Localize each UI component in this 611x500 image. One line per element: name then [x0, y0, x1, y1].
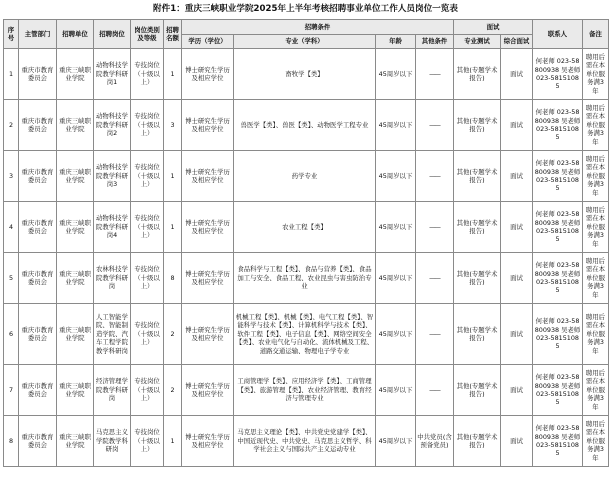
header-method: 面试: [454, 20, 533, 35]
cell-interview: 面试: [501, 151, 533, 202]
page-title: 附件1：重庆三峡职业学院2025年上半年考核招聘事业单位工作人员岗位一览表: [153, 4, 458, 14]
cell-count: 1: [164, 416, 182, 467]
cell-seq: 7: [4, 365, 19, 416]
cell-prof: 其他(专题学术报告): [454, 49, 501, 100]
cell-category: 专技岗位（十级以上）: [131, 365, 164, 416]
cell-edu: 博士研究生学历及相应学位: [182, 304, 234, 365]
header-interview: 综合面试: [501, 35, 533, 49]
cell-position: 人工智能学院、智能制造学院、汽车工程学院教学科研岗: [94, 304, 131, 365]
cell-other: ——: [416, 202, 454, 253]
cell-category: 专技岗位（十级以上）: [131, 49, 164, 100]
cell-count: 3: [164, 100, 182, 151]
cell-category: 专技岗位（十级以上）: [131, 253, 164, 304]
cell-other: ——: [416, 304, 454, 365]
table-row: [4, 304, 609, 365]
header-prof-test: 专业测试: [454, 35, 501, 49]
cell-unit: 重庆三峡职业学院: [57, 416, 94, 467]
cell-prof: 其他(专题学术报告): [454, 151, 501, 202]
cell-age: 45周岁以下: [376, 49, 416, 100]
cell-interview: 面试: [501, 304, 533, 365]
cell-interview: 面试: [501, 416, 533, 467]
cell-unit: 重庆三峡职业学院: [57, 151, 94, 202]
cell-interview: 面试: [501, 49, 533, 100]
cell-major: 工商管理学【类】、应用经济学【类】、工商管理【类】、旅游管理【类】、农业经济管理、教育经济与管理专业: [234, 365, 376, 416]
header-seq: 序号: [4, 20, 19, 49]
cell-seq: 8: [4, 416, 19, 467]
cell-other: ——: [416, 365, 454, 416]
cell-age: 45周岁以下: [376, 304, 416, 365]
cell-seq: 4: [4, 202, 19, 253]
header-position: 招聘岗位: [94, 20, 131, 49]
cell-prof: 其他(专题学术报告): [454, 365, 501, 416]
cell-contact: 何老师 023-58800938 吴老师 023-58151085: [533, 365, 583, 416]
cell-dept: 重庆市教育委员会: [19, 202, 57, 253]
cell-unit: 重庆三峡职业学院: [57, 100, 94, 151]
cell-major: 农业工程【类】: [234, 202, 376, 253]
cell-count: 1: [164, 202, 182, 253]
cell-other: ——: [416, 151, 454, 202]
cell-major: 畜牧学【类】: [234, 49, 376, 100]
cell-dept: 重庆市教育委员会: [19, 151, 57, 202]
cell-remark: 聘用后需在本单位服务满3年: [583, 100, 609, 151]
cell-contact: 何老师 023-58800938 吴老师 023-58151085: [533, 253, 583, 304]
cell-contact: 何老师 023-58800938 吴老师 023-58151085: [533, 100, 583, 151]
table-row: [4, 151, 609, 202]
cell-position: 动物科技学院教学科研岗1: [94, 49, 131, 100]
cell-dept: 重庆市教育委员会: [19, 416, 57, 467]
cell-age: 45周岁以下: [376, 365, 416, 416]
cell-interview: 面试: [501, 202, 533, 253]
cell-position: 动物科技学院教学科研岗4: [94, 202, 131, 253]
cell-other: 中共党员(含预备党员): [416, 416, 454, 467]
cell-count: 1: [164, 151, 182, 202]
cell-edu: 博士研究生学历及相应学位: [182, 49, 234, 100]
cell-age: 45周岁以下: [376, 151, 416, 202]
header-age: 年龄: [376, 35, 416, 49]
cell-edu: 博士研究生学历及相应学位: [182, 100, 234, 151]
cell-prof: 其他(专题学术报告): [454, 304, 501, 365]
cell-dept: 重庆市教育委员会: [19, 365, 57, 416]
cell-remark: 聘用后需在本单位服务满3年: [583, 416, 609, 467]
cell-remark: 聘用后需在本单位服务满3年: [583, 253, 609, 304]
cell-contact: 何老师 023-58800938 吴老师 023-58151085: [533, 151, 583, 202]
header-conditions: 招聘条件: [182, 20, 454, 35]
cell-unit: 重庆三峡职业学院: [57, 49, 94, 100]
cell-contact: 何老师 023-58800938 吴老师 023-58151085: [533, 416, 583, 467]
cell-age: 45周岁以下: [376, 100, 416, 151]
recruitment-table: [3, 19, 609, 467]
cell-major: 药学专业: [234, 151, 376, 202]
header-count: 招聘名额: [164, 20, 182, 49]
header-other: 其他条件: [416, 35, 454, 49]
cell-prof: 其他(专题学术报告): [454, 253, 501, 304]
cell-remark: 聘用后需在本单位服务满3年: [583, 365, 609, 416]
cell-unit: 重庆三峡职业学院: [57, 253, 94, 304]
cell-unit: 重庆三峡职业学院: [57, 365, 94, 416]
header-unit: 招聘单位: [57, 20, 94, 49]
cell-major: 兽医学【类】、兽医【类】、动物医学工程专业: [234, 100, 376, 151]
cell-remark: 聘用后需在本单位服务满3年: [583, 151, 609, 202]
cell-edu: 博士研究生学历及相应学位: [182, 253, 234, 304]
table-row: [4, 253, 609, 304]
cell-category: 专技岗位（十级以上）: [131, 202, 164, 253]
cell-count: 2: [164, 365, 182, 416]
cell-other: ——: [416, 253, 454, 304]
cell-prof: 其他(专题学术报告): [454, 202, 501, 253]
cell-other: ——: [416, 49, 454, 100]
cell-dept: 重庆市教育委员会: [19, 304, 57, 365]
cell-position: 经济管理学院教学科研岗: [94, 365, 131, 416]
cell-remark: 聘用后需在本单位服务满3年: [583, 49, 609, 100]
header-major: 专业（学科）: [234, 35, 376, 49]
cell-seq: 1: [4, 49, 19, 100]
table-row: [4, 416, 609, 467]
cell-edu: 博士研究生学历及相应学位: [182, 365, 234, 416]
cell-contact: 何老师 023-58800938 吴老师 023-58151085: [533, 304, 583, 365]
cell-age: 45周岁以下: [376, 202, 416, 253]
cell-interview: 面试: [501, 253, 533, 304]
cell-seq: 2: [4, 100, 19, 151]
cell-remark: 聘用后需在本单位服务满3年: [583, 304, 609, 365]
cell-age: 45周岁以下: [376, 416, 416, 467]
cell-position: 动物科技学院教学科研岗2: [94, 100, 131, 151]
cell-position: 动物科技学院教学科研岗3: [94, 151, 131, 202]
cell-edu: 博士研究生学历及相应学位: [182, 416, 234, 467]
table-row: [4, 202, 609, 253]
cell-contact: 何老师 023-58800938 吴老师 023-58151085: [533, 202, 583, 253]
cell-position: 马克思主义学院教学科研岗: [94, 416, 131, 467]
cell-major: 食品科学与工程【类】、食品与营养【类】、食品加工与安全、食品工程、农业昆虫与害虫防治专业: [234, 253, 376, 304]
cell-dept: 重庆市教育委员会: [19, 49, 57, 100]
cell-seq: 6: [4, 304, 19, 365]
cell-category: 专技岗位（十级以上）: [131, 304, 164, 365]
cell-interview: 面试: [501, 100, 533, 151]
cell-age: 45周岁以下: [376, 253, 416, 304]
table-row: [4, 49, 609, 100]
header-remark: 备注: [583, 20, 609, 49]
cell-position: 农林科技学院教学科研岗: [94, 253, 131, 304]
table-header: [4, 20, 609, 49]
cell-major: 马克思主义理论【类】、中共党史党建学【类】、中国近现代史、中共党史、马克思主义哲学、科学社会主义与国际共产主义运动专业: [234, 416, 376, 467]
header-dept: 主管部门: [19, 20, 57, 49]
cell-dept: 重庆市教育委员会: [19, 100, 57, 151]
header-edu: 学历（学位）: [182, 35, 234, 49]
cell-unit: 重庆三峡职业学院: [57, 202, 94, 253]
cell-count: 2: [164, 304, 182, 365]
header-contact: 联系人: [533, 20, 583, 49]
cell-major: 机械工程【类】、机械【类】、电气工程【类】、智能科学与技术【类】、计算机科学与技术【类】、软件工程【类】、电子信息【类】、网络空间安全【类】、农业电气化与自动化、流体机械及工程、道路交通运输、物理电子学专业: [234, 304, 376, 365]
cell-seq: 3: [4, 151, 19, 202]
cell-category: 专技岗位（十级以上）: [131, 151, 164, 202]
table-row: [4, 365, 609, 416]
cell-count: 8: [164, 253, 182, 304]
cell-category: 专技岗位（十级以上）: [131, 416, 164, 467]
cell-edu: 博士研究生学历及相应学位: [182, 151, 234, 202]
cell-category: 专技岗位（十级以上）: [131, 100, 164, 151]
table-row: [4, 100, 609, 151]
header-category: 岗位类别及等级: [131, 20, 164, 49]
cell-remark: 聘用后需在本单位服务满3年: [583, 202, 609, 253]
cell-dept: 重庆市教育委员会: [19, 253, 57, 304]
cell-other: ——: [416, 100, 454, 151]
cell-unit: 重庆三峡职业学院: [57, 304, 94, 365]
cell-prof: 其他(专题学术报告): [454, 100, 501, 151]
cell-contact: 何老师 023-58800938 吴老师 023-58151085: [533, 49, 583, 100]
cell-interview: 面试: [501, 365, 533, 416]
cell-prof: 其他(专题学术报告): [454, 416, 501, 467]
cell-seq: 5: [4, 253, 19, 304]
cell-count: 1: [164, 49, 182, 100]
cell-edu: 博士研究生学历及相应学位: [182, 202, 234, 253]
table-body: [4, 49, 609, 467]
